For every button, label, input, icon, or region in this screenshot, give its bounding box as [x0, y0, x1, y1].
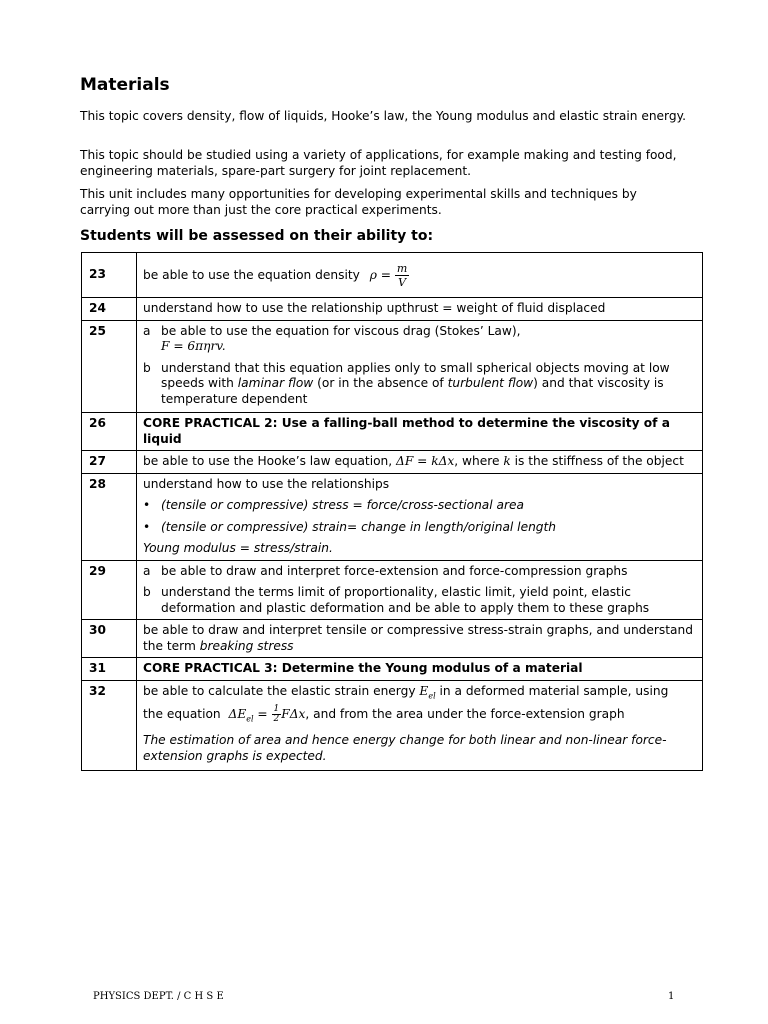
intro-paragraph-3: This unit includes many opportunities for developing experimental skills and techniques by carrying out more than just the core practical experiments. — [80, 187, 637, 217]
page-title: Materials — [80, 75, 170, 95]
sub-item-b: b understand that this equation applies only to small spherical objects moving at low speeds with laminar flow (or in the absence of turbulent flow) and that viscosity is temperature dependent — [143, 360, 670, 406]
table-row — [82, 560, 703, 620]
row-content — [137, 560, 703, 620]
row-content — [137, 320, 703, 413]
specification-table — [81, 252, 703, 771]
row-content: be able to use the Hooke’s law equation, ΔF = kΔx, where k is the stiffness of the object — [137, 451, 703, 474]
relationship-list — [143, 498, 696, 535]
row-number: 24 — [82, 298, 137, 321]
density-equation: ρ = — [369, 268, 391, 282]
row-number: 23 — [82, 253, 137, 298]
row-content — [137, 253, 703, 298]
row-content: be able to draw and interpret tensile or compressive stress-strain graphs, and understand the term breaking stress — [137, 620, 703, 658]
table-row — [82, 413, 703, 451]
density-fraction: $\frac{m}{V}$ — [396, 262, 408, 289]
assessment-heading: Students will be assessed on their ability to: — [80, 228, 434, 244]
sub-item-b: b understand the terms limit of proportionality, elastic limit, yield point, elastic deformation and plastic deformation and be able to apply them to these graphs — [143, 585, 650, 615]
row-text: be able to use the equation density — [143, 268, 360, 282]
row-content: be able to calculate the elastic strain energy $E_{el}$ in a deformed material sample, using the equation $\Delta E_{el}$ = $\frac{1}{2}$ FΔx, and from the area under the force-extension graph The estimation of area and hence energy change for both linear and non-linear force-extension graphs is expected. — [137, 680, 703, 771]
row-number: 27 — [82, 451, 137, 474]
footer-department: PHYSICS DEPT. / C H S E — [93, 991, 224, 1002]
row-number: 32 — [82, 680, 137, 771]
table-row — [82, 473, 703, 560]
core-practical-3: CORE PRACTICAL 3: Determine the Young modulus of a material — [137, 658, 703, 681]
hooke-equation: ΔF = kΔx — [396, 454, 455, 468]
page-number: 1 — [668, 991, 675, 1002]
row-note: The estimation of area and hence energy change for both linear and non-linear force-extension graphs is expected. — [143, 733, 667, 763]
intro-paragraph-1: This topic covers density, flow of liquids, Hooke’s law, the Young modulus and elastic strain energy. — [80, 109, 686, 123]
row-content: understand how to use the relationships • (tensile or compressive) stress = force/cross-sectional area • (tensile or compressive) strain= change in length/original length Young modulus = stress/strain. — [137, 473, 703, 560]
sub-item-a: a be able to use the equation for viscous drag (Stokes’ Law), F = 6πηrv. — [143, 323, 521, 353]
table-row — [82, 451, 703, 474]
elastic-energy-symbol: $E_{el}$ — [419, 683, 436, 700]
row-number: 30 — [82, 620, 137, 658]
elastic-energy-equation: $\Delta E_{el}$ = $\frac{1}{2}$ FΔx — [228, 704, 306, 725]
table-row — [82, 620, 703, 658]
intro-paragraph-2: This topic should be studied using a variety of applications, for example making and testing food, engineering materials, spare-part surgery for joint replacement. — [80, 148, 677, 178]
table-row — [82, 298, 703, 321]
row-number: 26 — [82, 413, 137, 451]
table-row — [82, 253, 703, 298]
list-item: • (tensile or compressive) stress = force/cross-sectional area — [143, 498, 524, 512]
stokes-equation: F = 6πηrv. — [161, 339, 226, 353]
table-row — [82, 680, 703, 771]
row-number: 25 — [82, 320, 137, 413]
table-row — [82, 658, 703, 681]
table-row — [82, 320, 703, 413]
row-content: understand how to use the relationship upthrust = weight of fluid displaced — [137, 298, 703, 321]
row-number: 29 — [82, 560, 137, 620]
row-number: 31 — [82, 658, 137, 681]
row-number: 28 — [82, 473, 137, 560]
sub-item-a: a be able to draw and interpret force-extension and force-compression graphs — [143, 563, 628, 578]
list-item: • (tensile or compressive) strain= change in length/original length — [143, 519, 557, 534]
core-practical-2: CORE PRACTICAL 2: Use a falling-ball method to determine the viscosity of a liquid — [137, 413, 703, 451]
